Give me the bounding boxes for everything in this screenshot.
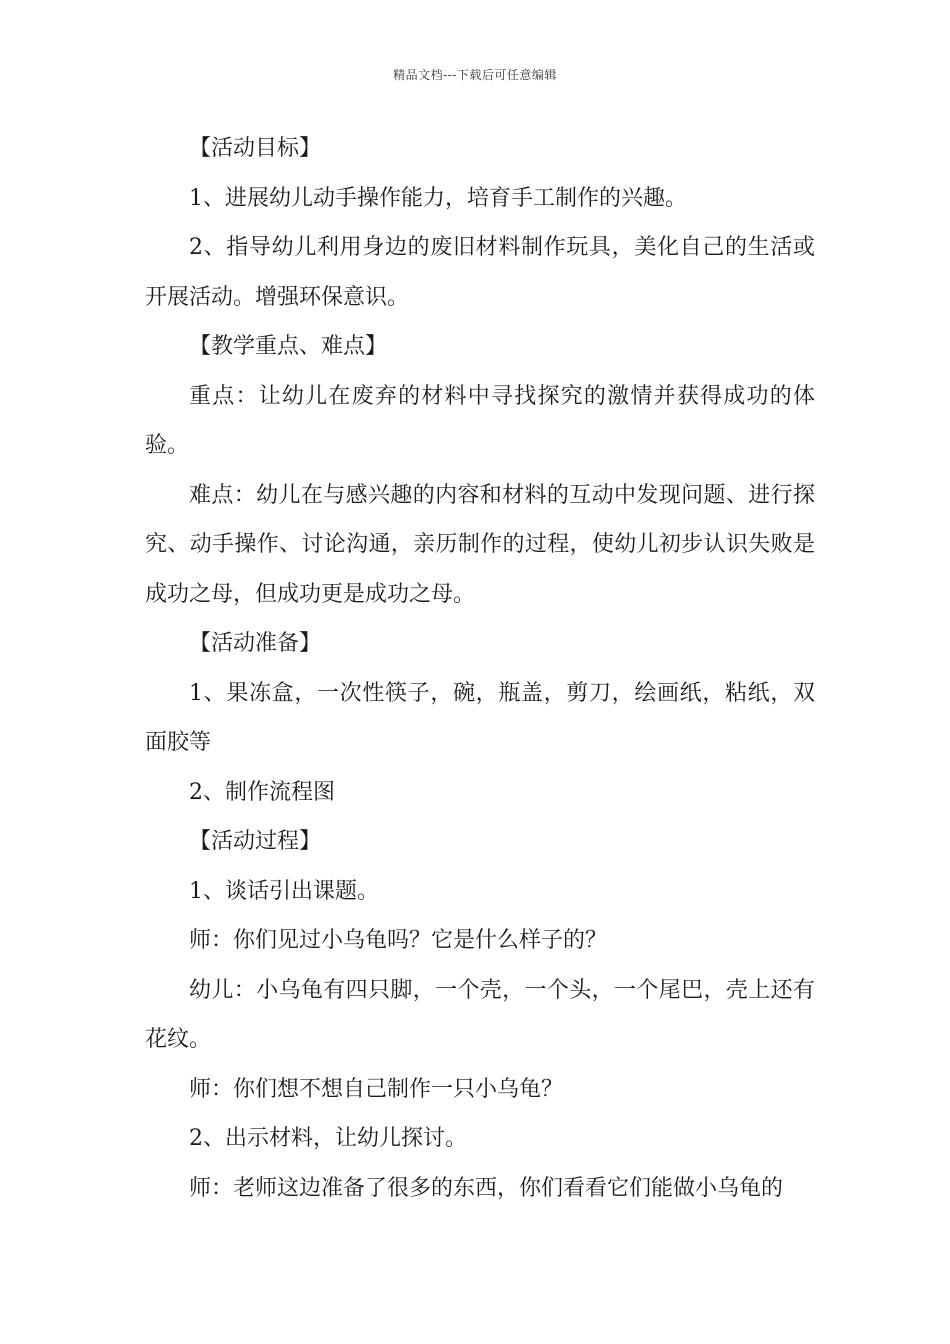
paragraph-difficult-point: 难点：幼儿在与感兴趣的内容和材料的互动中发现问题、进行探究、动手操作、讨论沟通，亲历制作的过程，使幼儿初步认识失败是成功之母，但成功更是成功之母。 (145, 482, 815, 607)
paragraph-key-point: 重点：让幼儿在废弃的材料中寻找探究的激情并获得成功的体验。 (145, 383, 815, 458)
paragraph-goal-2: 2、指导幼儿利用身边的废旧材料制作玩具，美化自己的生活或开展活动。增强环保意识。 (145, 235, 815, 310)
paragraph-process-2: 2、出示材料，让幼儿探讨。 (189, 1126, 467, 1151)
paragraph-teacher-question-1: 师：你们见过小乌龟吗？它是什么样子的？ (189, 928, 608, 953)
section-heading-activity-process: 【活动过程】 (189, 829, 322, 854)
paragraph-goal-1: 1、进展幼儿动手操作能力，培育手工制作的兴趣。 (189, 185, 687, 211)
document-body (145, 124, 815, 1213)
paragraph-preparation-2: 2、制作流程图 (189, 779, 335, 805)
section-heading-key-difficult-points: 【教学重点、难点】 (189, 334, 388, 359)
paragraph-teacher-statement: 师：老师这边准备了很多的东西，你们看看它们能做小乌龟的 (189, 1175, 784, 1201)
paragraph-teacher-question-2: 师：你们想不想自己制作一只小乌龟？ (189, 1076, 564, 1102)
paragraph-preparation-1: 1、果冻盒，一次性筷子，碗，瓶盖，剪刀，绘画纸，粘纸，双面胶等 (145, 680, 815, 755)
paragraph-child-answer: 幼儿：小乌龟有四只脚，一个壳，一个头，一个尾巴，壳上还有花纹。 (145, 977, 815, 1052)
section-heading-activity-goals: 【活动目标】 (189, 136, 322, 161)
paragraph-process-1: 1、谈话引出课题。 (189, 878, 379, 904)
page-header: 精品文档---下载后可任意编辑 (393, 68, 557, 82)
section-heading-activity-preparation: 【活动准备】 (189, 631, 322, 656)
